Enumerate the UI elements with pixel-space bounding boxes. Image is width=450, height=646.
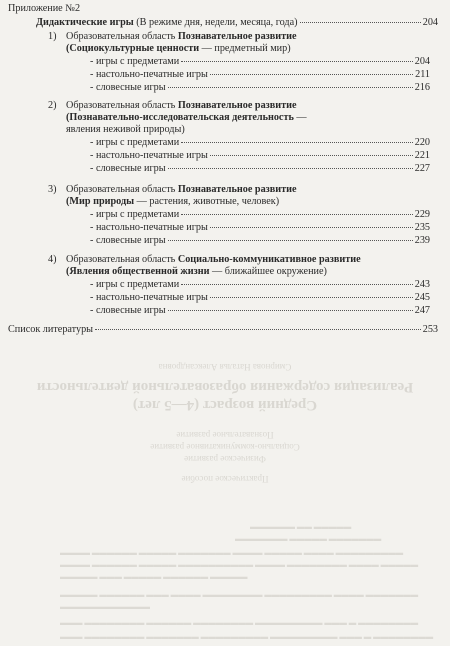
bibliography-row — [8, 324, 438, 336]
toc-entry-label: - настольно-печатные игры — [90, 69, 208, 80]
area-number: 1) — [48, 31, 57, 42]
section-row — [36, 17, 438, 29]
toc-entry-page: 220 — [414, 137, 430, 148]
toc-entry — [90, 292, 430, 304]
dot-leader — [168, 310, 413, 311]
toc-entry-page: 221 — [414, 150, 430, 161]
dot-leader — [168, 87, 413, 88]
toc-entry — [90, 56, 430, 68]
dot-leader — [95, 329, 421, 330]
area-number: 4) — [48, 254, 57, 265]
bibliography-page: 253 — [422, 324, 438, 335]
dot-leader — [210, 227, 413, 228]
dot-leader — [210, 297, 413, 298]
toc-entry — [90, 235, 430, 247]
toc-entry-label: - игры с предметами — [90, 279, 180, 290]
showthrough-sub-3: Физическое развитие — [184, 454, 266, 464]
showthrough-sub-4: Практическое пособие — [181, 474, 269, 484]
toc-entry — [90, 82, 430, 94]
showthrough-title-2: Средний возраст (4—5 лет) — [132, 397, 318, 413]
toc-entry — [90, 137, 430, 149]
toc-entry — [90, 305, 430, 317]
toc-entry-page: 239 — [414, 235, 430, 246]
area-number: 2) — [48, 100, 57, 111]
toc-entry-label: - настольно-печатные игры — [90, 150, 208, 161]
toc-entry — [90, 209, 430, 221]
toc-entry — [90, 150, 430, 162]
toc-entry — [90, 279, 430, 291]
area-heading: Образовательная область Познавательное развитие — [66, 31, 297, 42]
toc-entry-label: - настольно-печатные игры — [90, 222, 208, 233]
toc-entry-label: - игры с предметами — [90, 137, 180, 148]
dot-leader — [181, 142, 413, 143]
dot-leader — [210, 155, 413, 156]
toc-entry-page: 247 — [414, 305, 430, 316]
dot-leader — [210, 74, 413, 75]
document-page: Смирнова Наталья Александровна Реализация содержания образовательной деятельности Средний возраст (4—5 лет) Познавательное развитие Социально-коммуникативное развитие Физическое развитие Практическое пособие ▬▬▬▬▬ ▬▬ ▬▬▬▬▬▬ ▬▬▬▬▬▬▬ ▬▬▬▬▬ ▬▬▬▬▬▬▬ ▬▬▬▬▬▬▬▬▬ ▬▬▬▬ ▬▬▬▬▬ ▬▬▬▬ ▬▬▬▬▬▬▬ ▬▬▬▬▬ ▬▬▬▬▬▬ ▬▬▬▬ ▬▬▬▬▬ ▬▬▬▬ ▬▬▬▬▬▬▬▬ ▬▬▬▬ ▬▬▬▬▬▬▬▬▬▬ ▬▬▬▬▬ ▬▬▬▬▬▬ ▬▬▬▬ ▬▬▬▬▬ ▬▬▬▬▬▬ ▬▬▬▬▬ ▬▬▬ ▬▬▬▬▬ ▬▬▬▬▬▬▬ ▬▬▬▬ ▬▬▬▬▬▬▬▬▬ ▬▬▬▬▬▬▬▬ ▬▬▬▬ ▬▬▬ ▬▬▬▬▬▬ ▬▬▬▬▬ ▬▬▬▬▬▬▬▬▬▬▬▬ ▬▬▬▬▬▬▬▬ ▬ ▬▬▬ ▬▬▬▬▬▬▬▬▬ ▬▬▬▬▬▬▬▬ ▬▬▬▬▬▬ ▬▬▬▬▬▬▬▬ ▬▬▬ ▬▬▬▬▬▬▬▬ ▬ ▬▬▬ ▬▬▬▬▬▬▬▬▬ ▬▬▬▬▬▬▬▬▬ ▬▬▬▬▬▬▬ ▬▬▬▬▬▬▬▬ ▬▬▬ Приложение №2 Дидактические игры (В режиме дня, недели, месяца, года) 204 1) Образовательная область Познавательное развитие (Социокультурные ценности — предметный мир) - игры с предметами 204 - настольно-печатные игры 211 - словесные игры 216 2) Образовательная область Познавательное развитие (Познавательно-исследовательская деятельность — явления неживой природы) - игры с предметами 220 - настольно-печатные игры 221 - словесные игры 227 3) Образовательная область Познавательное развитие (Мир природы — растения, животные, человек) - игры с предметами 229 - настольно-печатные игры 235 - словесные игры 239 4) Образовательная область Социально-коммуникативное развитие (Явления общественной жизни — ближайшее окружение) - игры с предметами 243 - настольно-печатные игры 245 - словесные игры 247 Список литературы 253 — [0, 0, 450, 646]
dot-leader — [181, 61, 413, 62]
area-heading: Образовательная область Познавательное развитие — [66, 184, 297, 195]
showthrough-sub-1: Познавательное развитие — [176, 430, 274, 440]
section-page: 204 — [422, 17, 438, 28]
toc-entry-label: - словесные игры — [90, 82, 166, 93]
toc-entry-label: - игры с предметами — [90, 56, 180, 67]
toc-entry-page: 243 — [414, 279, 430, 290]
toc-entry — [90, 222, 430, 234]
showthrough-author: Смирнова Наталья Александровна — [158, 362, 292, 372]
toc-entry-label: - словесные игры — [90, 305, 166, 316]
area-subheading-cont: явления неживой природы) — [66, 124, 185, 135]
area-subheading: (Социокультурные ценности — предметный мир) — [66, 43, 291, 54]
dot-leader — [300, 22, 421, 23]
dot-leader — [181, 214, 413, 215]
bibliography-label: Список литературы — [8, 324, 94, 335]
toc-entry-label: - словесные игры — [90, 163, 166, 174]
toc-entry-page: 211 — [415, 69, 430, 80]
area-heading: Образовательная область Социально-коммуникативное развитие — [66, 254, 361, 265]
area-subheading: (Познавательно-исследовательская деятельность — — [66, 112, 307, 123]
toc-entry — [90, 69, 430, 81]
toc-entry-label: - игры с предметами — [90, 209, 180, 220]
section-title: Дидактические игры (В режиме дня, недели, месяца, года) — [36, 17, 298, 28]
area-subheading: (Мир природы — растения, животные, человек) — [66, 196, 280, 207]
dot-leader — [168, 240, 413, 241]
toc-entry-page: 216 — [414, 82, 430, 93]
toc-entry — [90, 163, 430, 175]
toc-entry-label: - словесные игры — [90, 235, 166, 246]
toc-entry-page: 204 — [414, 56, 430, 67]
toc-entry-label: - настольно-печатные игры — [90, 292, 208, 303]
area-number: 3) — [48, 184, 57, 195]
dot-leader — [168, 168, 413, 169]
appendix-title: Приложение №2 — [8, 3, 81, 14]
toc-entry-page: 229 — [414, 209, 430, 220]
showthrough-title-1: Реализация содержания образовательной деятельности — [36, 379, 414, 395]
toc-entry-page: 227 — [414, 163, 430, 174]
area-heading: Образовательная область Познавательное развитие — [66, 100, 297, 111]
area-subheading: (Явления общественной жизни — ближайшее окружение) — [66, 266, 327, 277]
dot-leader — [181, 284, 413, 285]
toc-entry-page: 235 — [414, 222, 430, 233]
showthrough-sub-2: Социально-коммуникативное развитие — [150, 442, 300, 452]
toc-entry-page: 245 — [414, 292, 430, 303]
